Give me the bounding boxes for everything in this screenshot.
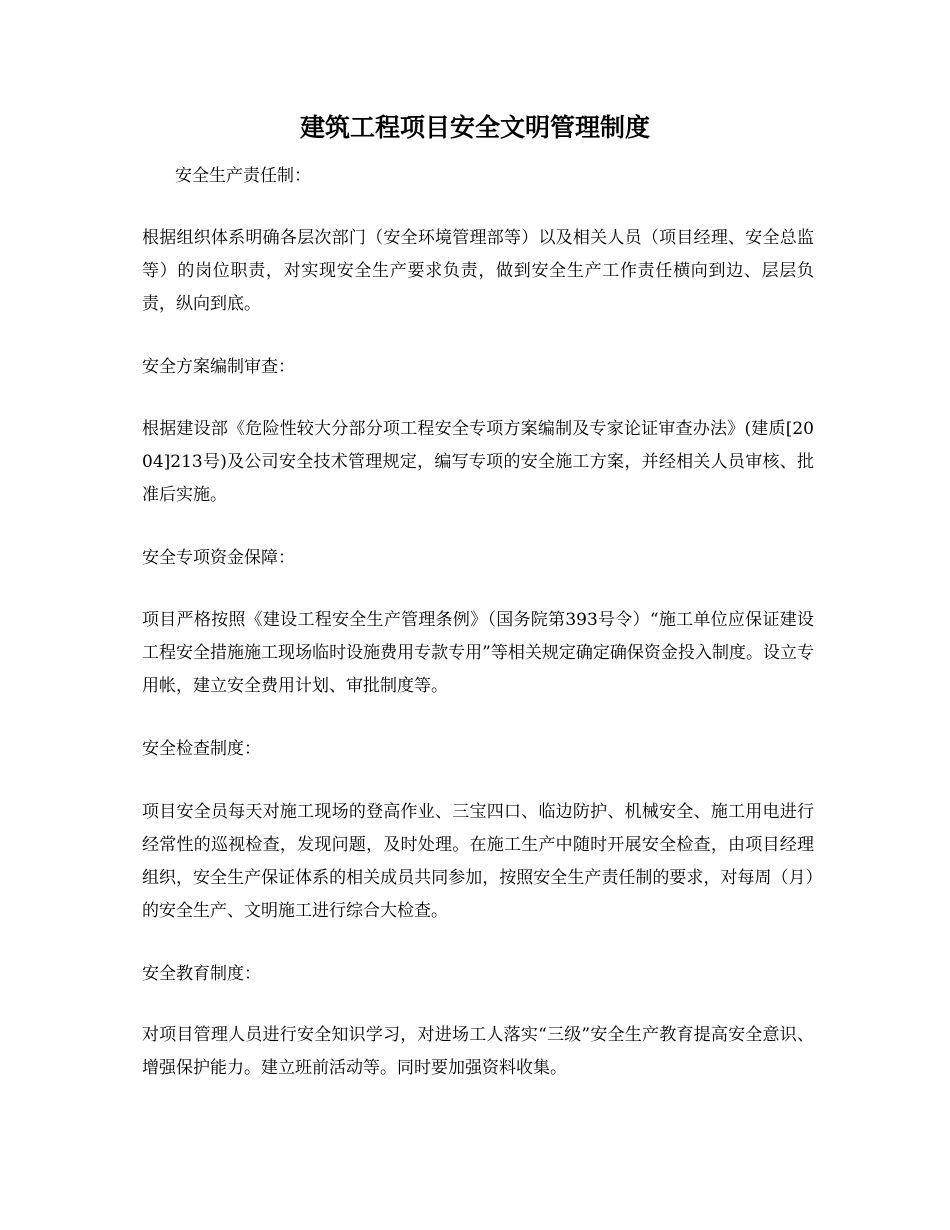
- section-body-safety-education: 对项目管理人员进行安全知识学习，对进场工人落实“三级”安全生产教育提高安全意识、增强保护能力。建立班前活动等。同时要加强资料收集。: [142, 1025, 814, 1078]
- section-body-safety-plan-review: 根据建设部《危险性较大分部分项工程安全专项方案编制及专家论证审查办法》(建质[2004]213号)及公司安全技术管理规定，编写专项的安全施工方案，并经相关人员审核、批准后实施。: [142, 419, 814, 505]
- section-heading-safety-funds: 安全专项资金保障：: [142, 548, 295, 568]
- section-body-safety-inspection: 项目安全员每天对施工现场的登高作业、三宝四口、临边防护、机械安全、施工用电进行经常性的巡视检查，发现问题，及时处理。在施工生产中随时开展安全检查，由项目经理组织，安全生产保证体系的相关成员共同参加，按照安全生产责任制的要求，对每周（月）的安全生产、文明施工进行综合大检查。: [142, 802, 814, 921]
- document-title: 建筑工程项目安全文明管理制度: [299, 113, 650, 142]
- section-heading-safety-responsibility: 安全生产责任制：: [175, 166, 311, 186]
- section-body-safety-funds: 项目严格按照《建设工程安全生产管理条例》（国务院第393号令）“施工单位应保证建设工程安全措施施工现场临时设施费用专款专用”等相关规定确定确保资金投入制度。设立专用帐，建立安全费用计划、审批制度等。: [142, 610, 814, 696]
- section-heading-safety-education: 安全教育制度：: [142, 964, 261, 984]
- section-body-safety-responsibility: 根据组织体系明确各层次部门（安全环境管理部等）以及相关人员（项目经理、安全总监等）的岗位职责，对实现安全生产要求负责，做到安全生产工作责任横向到边、层层负责，纵向到底。: [142, 228, 814, 314]
- section-heading-safety-inspection: 安全检查制度：: [142, 739, 261, 759]
- section-heading-safety-plan-review: 安全方案编制审查：: [142, 357, 295, 377]
